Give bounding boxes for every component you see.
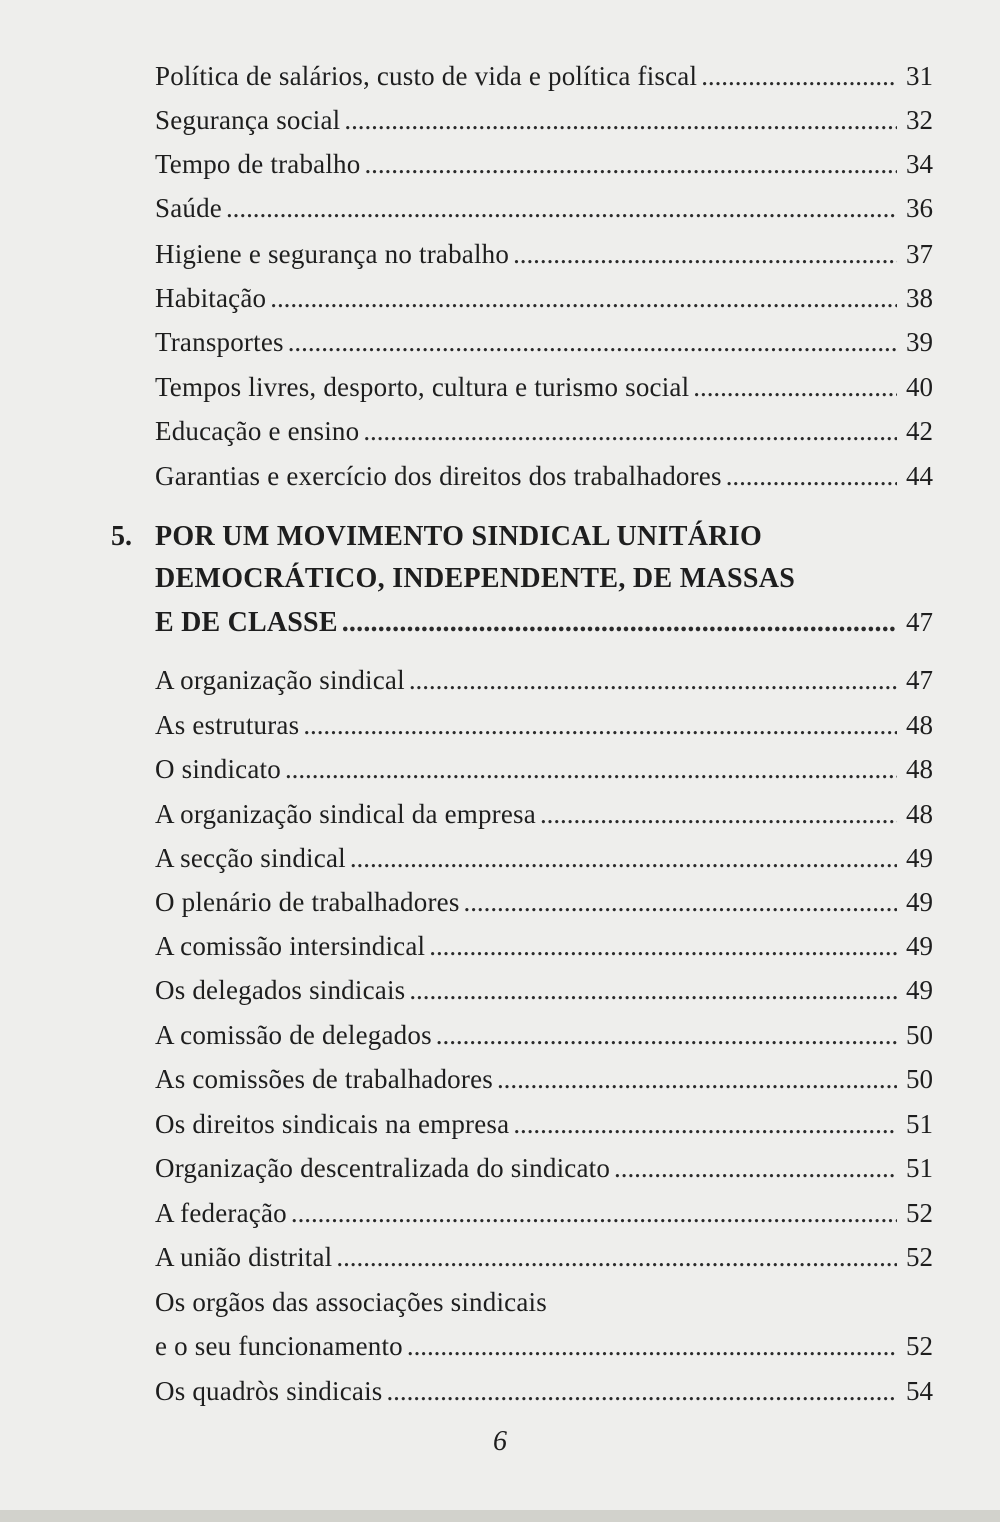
dot-leader <box>363 409 897 453</box>
toc-entry-page: 34 <box>906 149 933 179</box>
dot-leader <box>409 968 897 1012</box>
toc-entry-multiline-first <box>155 1280 933 1324</box>
dot-leader <box>303 703 897 747</box>
toc-entry-page: 32 <box>906 105 933 135</box>
toc-entry-page: 42 <box>906 416 933 446</box>
dot-leader <box>513 1102 897 1146</box>
dot-leader <box>701 54 897 98</box>
toc-entry-label: O plenário de trabalhadores <box>155 887 460 917</box>
toc-entry-page: 36 <box>906 193 933 223</box>
page-number: 6 <box>493 1426 507 1457</box>
toc-entry-label: A comissão de delegados <box>155 1020 432 1050</box>
toc-entry-page: 47 <box>906 665 933 695</box>
toc-entry <box>155 1146 933 1190</box>
toc-entry-label: Organização descentralizada do sindicato <box>155 1153 611 1183</box>
toc-entry-page: 44 <box>906 461 933 491</box>
toc-entry-label: Os orgãos das associações sindicais <box>155 1287 547 1317</box>
toc-entry-page: 48 <box>906 710 933 740</box>
toc-entry <box>155 1057 933 1101</box>
dot-leader <box>436 1013 897 1057</box>
toc-entry <box>155 98 933 142</box>
toc-entry <box>155 320 933 364</box>
section-title-line: E DE CLASSE <box>155 607 338 638</box>
section-title-line: DEMOCRÁTICO, INDEPENDENTE, DE MASSAS <box>155 563 796 594</box>
dot-leader <box>726 454 897 498</box>
toc-entry-multiline-second <box>155 1324 933 1368</box>
toc-entry-label: As estruturas <box>155 710 300 740</box>
toc-entry <box>155 880 933 924</box>
toc-entry-page: 50 <box>906 1064 933 1094</box>
dot-leader <box>464 880 897 924</box>
toc-entry-label: As comissões de trabalhadores <box>155 1064 493 1094</box>
toc-entry <box>155 232 933 276</box>
toc-entry-page: 49 <box>906 975 933 1005</box>
toc-entry <box>155 1369 933 1413</box>
toc-entry-page: 31 <box>906 61 933 91</box>
toc-entry <box>155 54 933 98</box>
toc-entry-label: Segurança social <box>155 105 341 135</box>
toc-entry-page: 51 <box>906 1109 933 1139</box>
dot-leader <box>336 1235 897 1279</box>
section-number: 5. <box>111 521 132 552</box>
toc-entry-label: Higiene e segurança no trabalho <box>155 239 510 269</box>
section-title-line: POR UM MOVIMENTO SINDICAL UNITÁRIO <box>155 521 763 552</box>
toc-entry-page: 37 <box>906 239 933 269</box>
toc-entry-page: 40 <box>906 372 933 402</box>
dot-leader <box>288 320 897 364</box>
toc-entry-label: A secção sindical <box>155 843 346 873</box>
toc-entry <box>155 276 933 320</box>
toc-entry <box>155 658 933 702</box>
toc-entry <box>155 1191 933 1235</box>
toc-entry-page: 39 <box>906 327 933 357</box>
section-title-entry <box>155 600 933 644</box>
toc-entry-page: 38 <box>906 283 933 313</box>
dot-leader <box>513 232 897 276</box>
toc-entry-label: Educação e ensino <box>155 416 360 446</box>
dot-leader <box>409 658 897 702</box>
toc-entry <box>155 454 933 498</box>
dot-leader <box>386 1369 897 1413</box>
toc-entry <box>155 365 933 409</box>
toc-entry-label: O sindicato <box>155 754 281 784</box>
toc-entry <box>155 924 933 968</box>
toc-entry-label: Transportes <box>155 327 284 357</box>
toc-entry-label: Os delegados sindicais <box>155 975 406 1005</box>
toc-entry-page: 51 <box>906 1153 933 1183</box>
toc-entry <box>155 747 933 791</box>
toc-entry-page: 54 <box>906 1376 933 1406</box>
toc-entry-page: 52 <box>906 1198 933 1228</box>
dot-leader <box>226 186 897 230</box>
toc-entry-page: 52 <box>906 1242 933 1272</box>
toc-entry-label: Saúde <box>155 193 222 223</box>
dot-leader <box>614 1146 897 1190</box>
toc-entry <box>155 792 933 836</box>
dot-leader <box>291 1191 897 1235</box>
dot-leader <box>342 601 897 645</box>
toc-entry-page: 48 <box>906 754 933 784</box>
toc-entry <box>155 1235 933 1279</box>
toc-entry-label: A organização sindical da empresa <box>155 799 536 829</box>
toc-entry-page: 49 <box>906 843 933 873</box>
toc-entry-page: 48 <box>906 799 933 829</box>
toc-entry <box>155 836 933 880</box>
toc-entry-page: 49 <box>906 931 933 961</box>
dot-leader <box>497 1057 897 1101</box>
dot-leader <box>540 792 897 836</box>
toc-entry <box>155 186 933 230</box>
toc-entry-label: Habitação <box>155 283 267 313</box>
dot-leader <box>693 365 897 409</box>
page-bottom-edge <box>0 1510 1000 1522</box>
toc-entry-label: A comissão intersindical <box>155 931 426 961</box>
dot-leader <box>429 924 897 968</box>
toc-entry-label: A união distrital <box>155 1242 333 1272</box>
dot-leader <box>407 1324 897 1368</box>
dot-leader <box>270 276 897 320</box>
toc-entry-label: Garantias e exercício dos direitos dos trabalhadores <box>155 461 722 491</box>
section-page: 47 <box>906 607 933 637</box>
dot-leader <box>364 142 897 186</box>
toc-entry-label: A organização sindical <box>155 665 405 695</box>
toc-entry-label: Os direitos sindicais na empresa <box>155 1109 510 1139</box>
dot-leader <box>344 98 897 142</box>
toc-entry <box>155 409 933 453</box>
toc-entry-page: 52 <box>906 1331 933 1361</box>
toc-entry-page: 49 <box>906 887 933 917</box>
toc-entry-label: A federação <box>155 1198 287 1228</box>
toc-entry <box>155 1013 933 1057</box>
toc-entry <box>155 968 933 1012</box>
toc-entry-label: Tempos livres, desporto, cultura e turismo social <box>155 372 690 402</box>
dot-leader <box>285 747 897 791</box>
toc-entry-label: Os quadròs sindicais <box>155 1376 383 1406</box>
dot-leader <box>350 836 897 880</box>
toc-entry <box>155 1102 933 1146</box>
toc-entry-label: Política de salários, custo de vida e política fiscal <box>155 61 698 91</box>
toc-entry-label: Tempo de trabalho <box>155 149 361 179</box>
toc-entry-page: 50 <box>906 1020 933 1050</box>
toc-entry <box>155 142 933 186</box>
toc-entry-label: e o seu funcionamento <box>155 1331 403 1361</box>
toc-entry <box>155 703 933 747</box>
